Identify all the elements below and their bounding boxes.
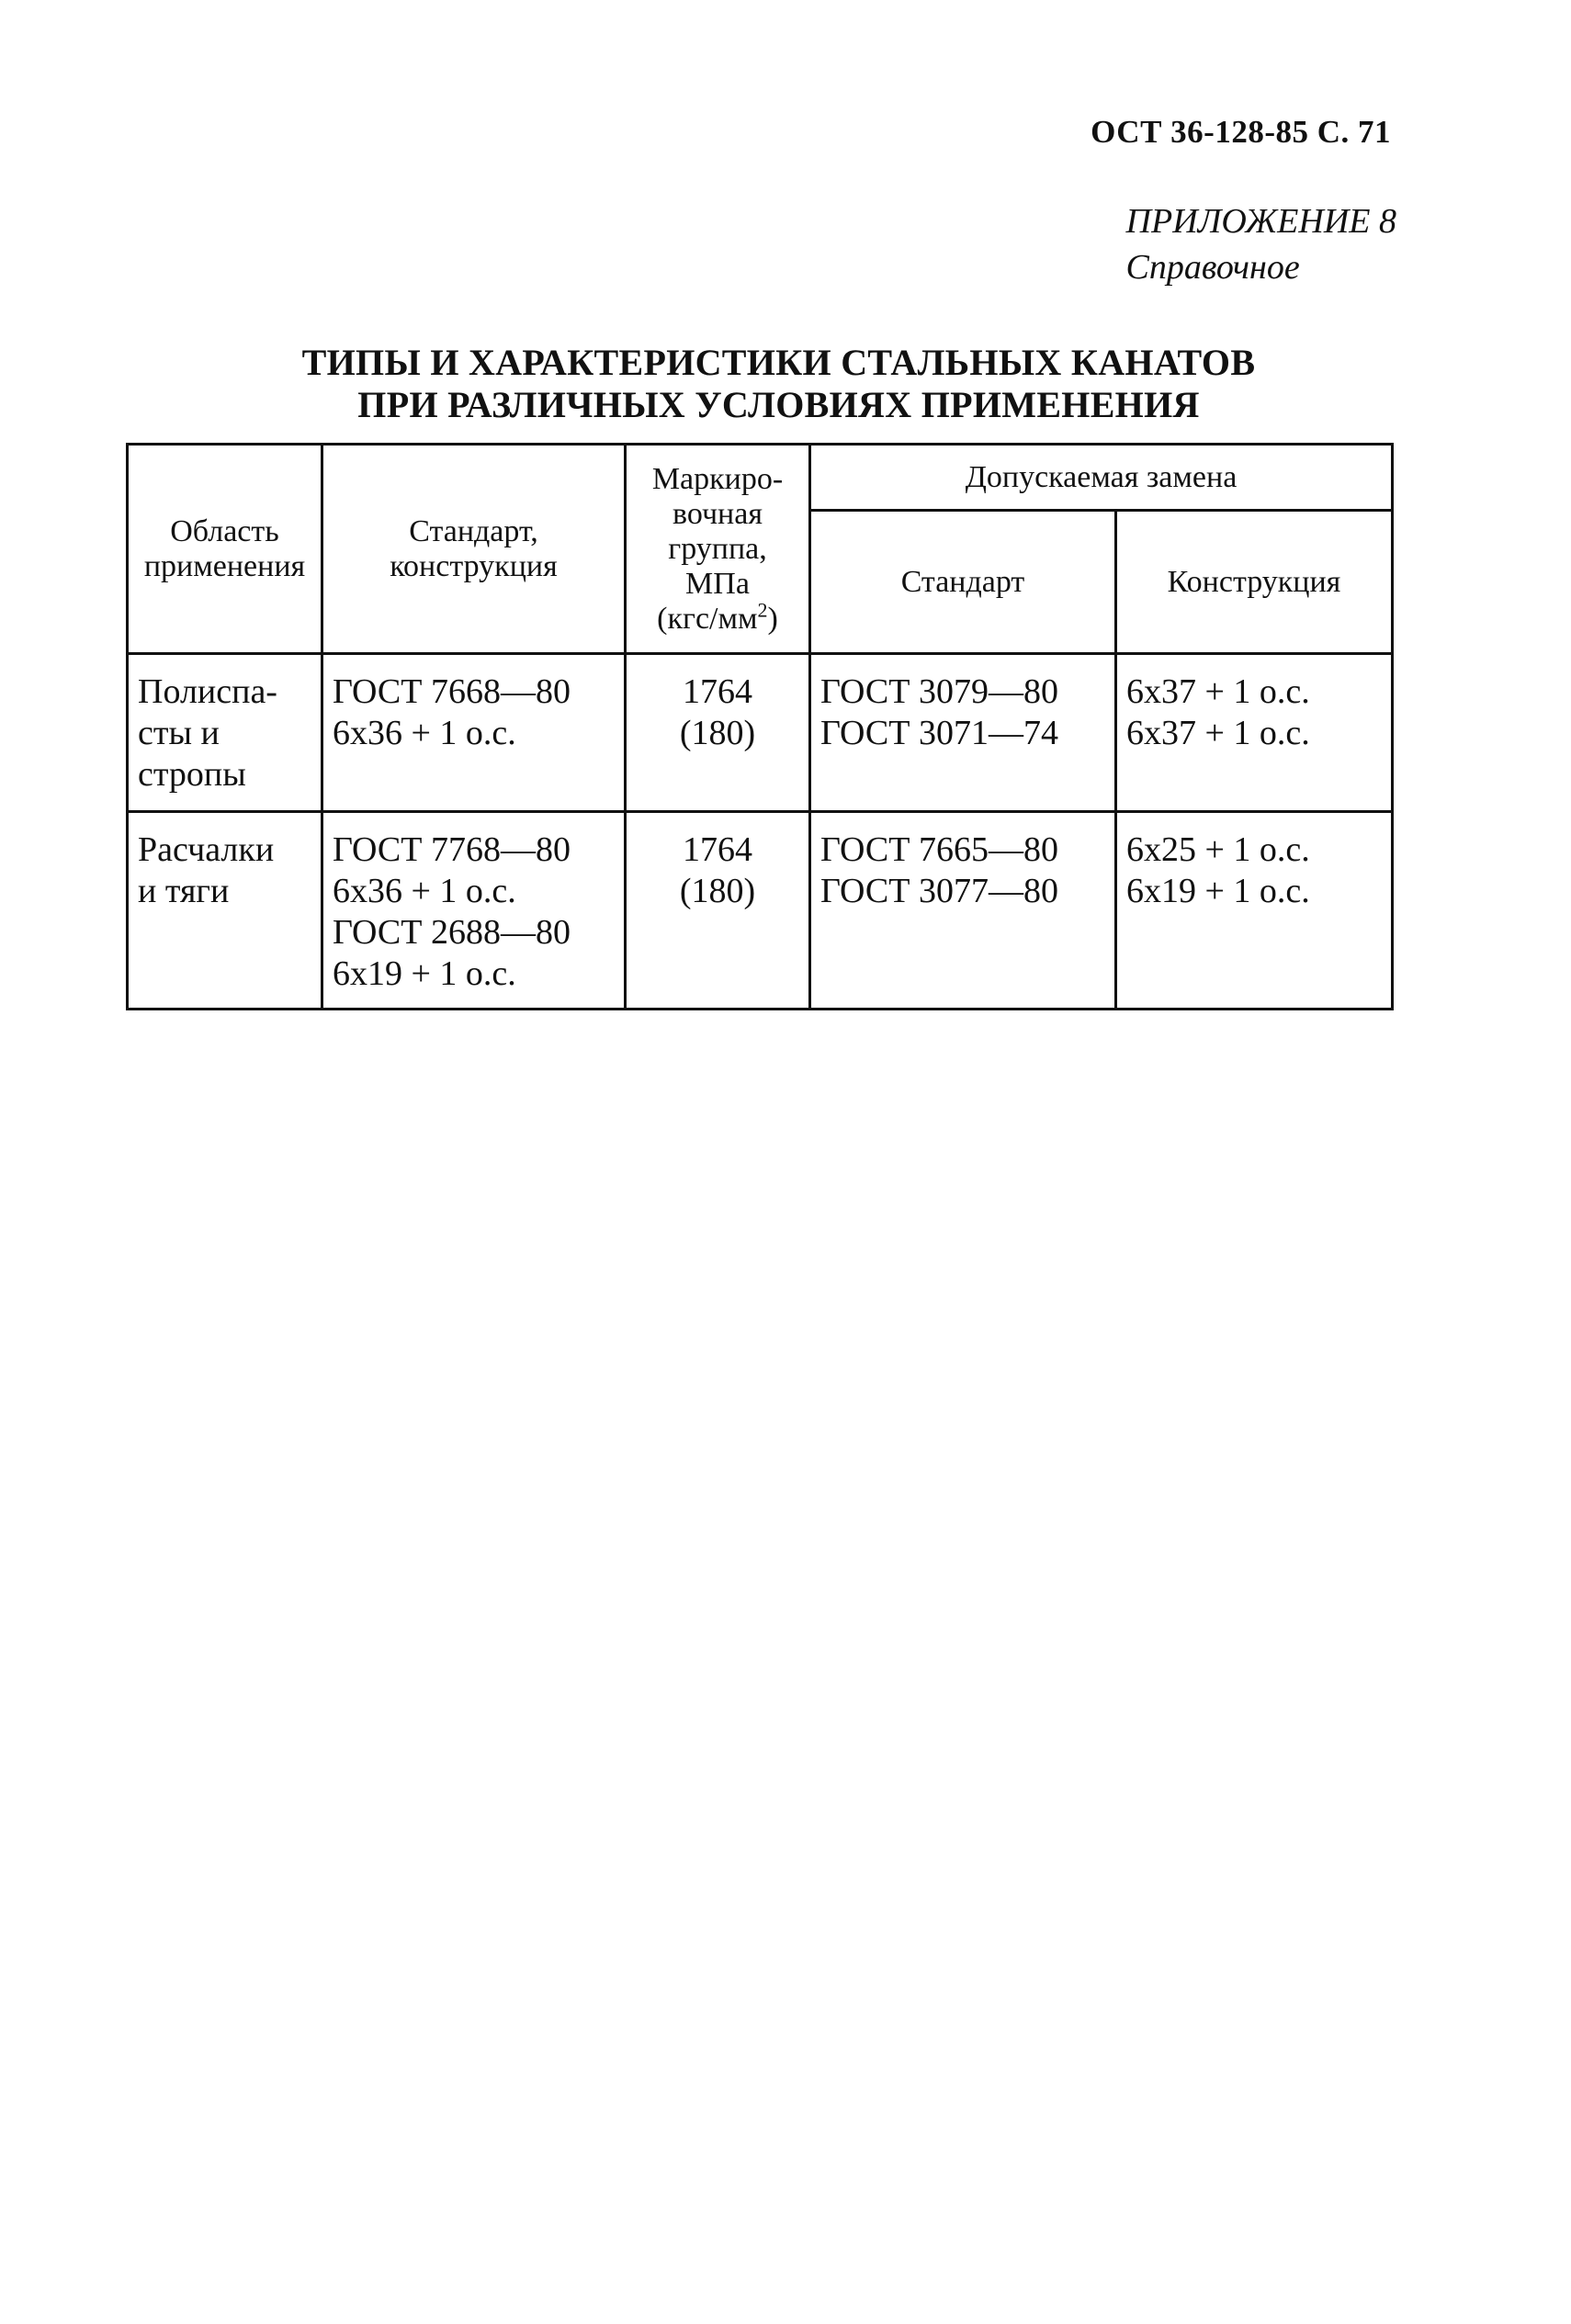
cell-standard	[322, 654, 626, 812]
cell-line: ГОСТ 2688—80	[333, 913, 571, 952]
cell-line: и тяги	[138, 872, 230, 910]
cell-line: 6x36 + 1 о.с.	[333, 872, 516, 910]
cell-line: ГОСТ 7665—80	[820, 830, 1058, 869]
cell-standard	[322, 812, 626, 1010]
cell-line: ГОСТ 7768—80	[333, 830, 571, 869]
title-line-1: ТИПЫ И ХАРАКТЕРИСТИКИ СТАЛЬНЫХ КАНАТОВ	[301, 342, 1256, 383]
cell-line: Расчалки	[138, 830, 275, 869]
cell-repl-construction	[1116, 812, 1393, 1010]
cell-line: сты и	[138, 714, 220, 752]
cell-line: Полиспа-	[138, 672, 277, 711]
table-row	[128, 654, 1393, 812]
cell-area	[128, 812, 322, 1010]
cell-line: 6x37 + 1 о.с.	[1126, 714, 1310, 752]
header-marking-line: группа,	[668, 531, 767, 566]
header-standard	[322, 445, 626, 654]
unit-superscript: 2	[757, 598, 768, 622]
cell-line: ГОСТ 3071—74	[820, 714, 1058, 752]
cell-area	[128, 654, 322, 812]
cell-line: 6x36 + 1 о.с.	[333, 714, 516, 752]
appendix-block	[1126, 198, 1396, 290]
cell-line: 6x19 + 1 о.с.	[1126, 872, 1310, 910]
header-marking-line: Маркиро-	[651, 461, 784, 496]
appendix-kind: Справочное	[1125, 248, 1300, 287]
header-area-line: Область	[170, 513, 279, 548]
cell-marking	[626, 654, 810, 812]
cell-line: стропы	[138, 755, 246, 794]
header-area	[128, 445, 322, 654]
header-replacement: Допускаемая замена	[810, 445, 1393, 511]
cell-line: 1764	[683, 830, 752, 869]
cell-line: (180)	[679, 872, 756, 910]
cell-line: ГОСТ 7668—80	[333, 672, 571, 711]
document-title	[0, 342, 1470, 426]
table-row	[128, 812, 1393, 1010]
header-marking-group	[626, 445, 810, 654]
cell-line: 6x19 + 1 о.с.	[333, 954, 516, 993]
header-marking-line: МПа	[685, 566, 750, 601]
rope-types-table	[126, 443, 1394, 1010]
header-area-line: применения	[143, 548, 306, 583]
title-line-2: ПРИ РАЗЛИЧНЫХ УСЛОВИЯХ ПРИМЕНЕНИЯ	[357, 384, 1200, 425]
cell-marking	[626, 812, 810, 1010]
header-repl-standard: Стандарт	[810, 511, 1116, 654]
cell-repl-construction	[1116, 654, 1393, 812]
appendix-label: ПРИЛОЖЕНИЕ 8	[1125, 202, 1396, 241]
cell-line: ГОСТ 3079—80	[820, 672, 1058, 711]
header-marking-unit	[627, 598, 808, 637]
header-standard-line: конструкция	[390, 548, 558, 583]
cell-line: 1764	[683, 672, 752, 711]
cell-line: 6x25 + 1 о.с.	[1126, 830, 1310, 869]
cell-repl-standard	[810, 654, 1116, 812]
cell-line: (180)	[679, 714, 756, 752]
cell-repl-standard	[810, 812, 1116, 1010]
header-standard-line: Стандарт,	[409, 513, 538, 548]
page-header-doc-ref: ОСТ 36-128-85 С. 71	[1091, 114, 1391, 150]
unit-end: )	[767, 601, 778, 636]
cell-line: ГОСТ 3077—80	[820, 872, 1058, 910]
unit-base: (кгс/мм	[657, 601, 758, 636]
header-repl-construction: Конструкция	[1116, 511, 1393, 654]
cell-line: 6x37 + 1 о.с.	[1126, 672, 1310, 711]
header-marking-line: вочная	[672, 496, 763, 531]
